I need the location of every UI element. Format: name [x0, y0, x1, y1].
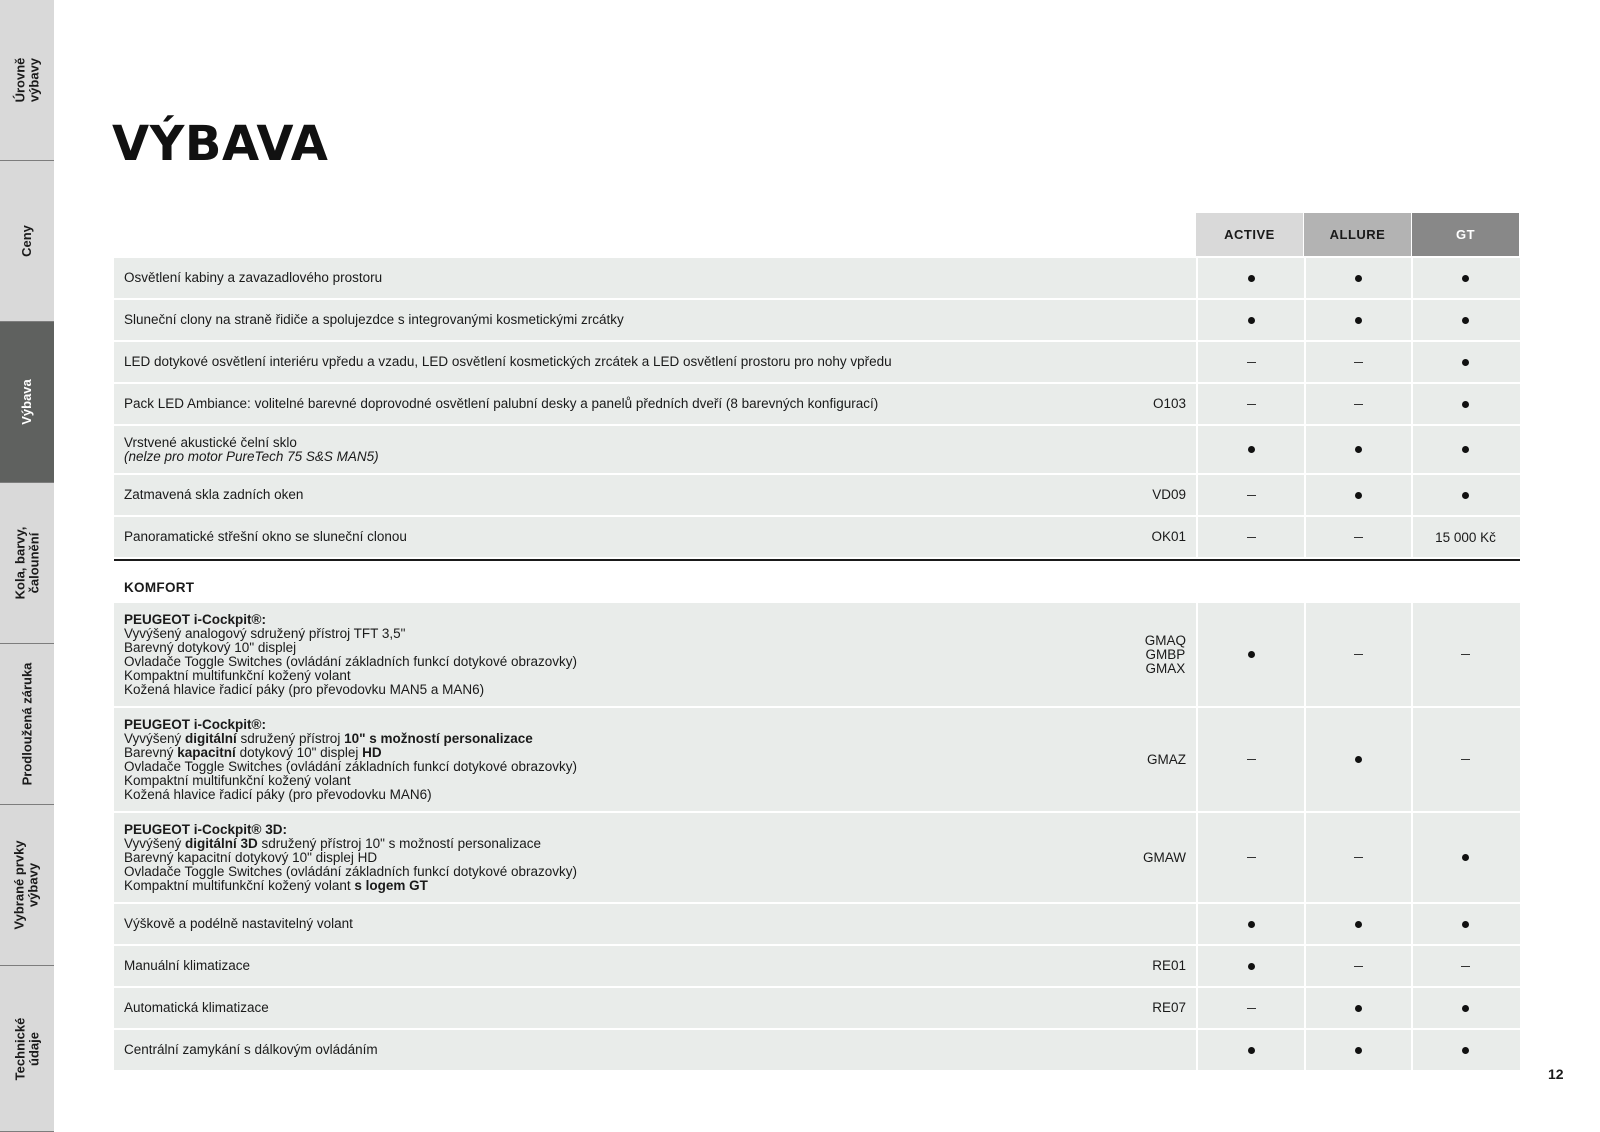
row-description: Výškově a podélně nastavitelný volant	[124, 916, 353, 931]
dash-icon	[1247, 495, 1256, 496]
bullet-icon	[1462, 401, 1469, 408]
page-number: 12	[1548, 1066, 1564, 1082]
option-code: VD09	[1152, 487, 1186, 502]
bullet-icon	[1355, 1047, 1362, 1054]
value-gt	[1411, 904, 1518, 944]
bullet-icon	[1355, 446, 1362, 453]
option-code: RE07	[1152, 1000, 1186, 1015]
value-gt	[1411, 258, 1518, 298]
bullet-icon	[1248, 963, 1255, 970]
table-row	[114, 426, 1520, 475]
value-active	[1196, 517, 1304, 557]
dash-icon	[1247, 857, 1256, 858]
row-description: Automatická klimatizace	[124, 1000, 269, 1015]
bullet-icon	[1248, 921, 1255, 928]
bullet-icon	[1248, 1047, 1255, 1054]
value-gt	[1411, 946, 1518, 986]
value-gt	[1411, 603, 1518, 706]
bullet-icon	[1462, 317, 1469, 324]
value-allure	[1304, 342, 1411, 382]
table-row	[114, 603, 1520, 708]
value-gt	[1411, 384, 1518, 424]
dash-icon	[1247, 537, 1256, 538]
value-allure	[1304, 813, 1411, 902]
bullet-icon	[1248, 275, 1255, 282]
value-allure	[1304, 300, 1411, 340]
table-row	[114, 988, 1520, 1030]
value-allure	[1304, 988, 1411, 1028]
dash-icon	[1461, 966, 1470, 967]
sidebar-tab-label: Prodloužená záruka	[19, 662, 34, 786]
dash-icon	[1247, 1008, 1256, 1009]
table-row	[114, 475, 1520, 517]
lighting-rows	[114, 258, 1520, 559]
bullet-icon	[1462, 854, 1469, 861]
value-gt	[1411, 475, 1518, 515]
table-row	[114, 384, 1520, 426]
section-title-komfort: KOMFORT	[114, 561, 1520, 603]
value-allure	[1304, 603, 1411, 706]
value-active	[1196, 300, 1304, 340]
sidebar-tab-label: Výbava	[18, 379, 34, 425]
value-active	[1196, 1030, 1304, 1070]
row-note: (nelze pro motor PureTech 75 S&S MAN5)	[124, 448, 379, 464]
dash-icon	[1354, 654, 1363, 655]
dash-icon	[1354, 857, 1363, 858]
bullet-icon	[1355, 317, 1362, 324]
sidebar-tab-label: Technické údaje	[12, 1017, 41, 1080]
value-allure	[1304, 517, 1411, 557]
value-gt	[1411, 708, 1518, 811]
value-gt	[1411, 426, 1518, 473]
sidebar-tab-ceny[interactable]	[0, 161, 54, 322]
sidebar	[0, 0, 54, 1132]
row-description: Osvětlení kabiny a zavazadlového prostoru	[124, 270, 383, 285]
option-code: OK01	[1151, 529, 1186, 544]
komfort-rows	[114, 904, 1520, 1072]
dash-icon	[1461, 759, 1470, 760]
sidebar-tab-prodlouzena-zaruka[interactable]	[0, 644, 54, 805]
row-description: Zatmavená skla zadních oken	[124, 487, 304, 502]
value-active	[1196, 258, 1304, 298]
table-row	[114, 708, 1520, 813]
value-allure	[1304, 904, 1411, 944]
value-allure	[1304, 1030, 1411, 1070]
row-description: LED dotykové osvětlení interiéru vpředu a vzadu, LED osvětlení kosmetických zrcátek a LED osvětlení prostoru pro nohy vpředu	[124, 354, 892, 369]
page-title: VÝBAVA	[112, 116, 329, 172]
row-description: Sluneční clony na straně řidiče a spolujezdce s integrovanými kosmetickými zrcátky	[124, 312, 624, 327]
column-header-allure: ALLURE	[1304, 213, 1411, 256]
sidebar-tab-label: Úrovně výbavy	[11, 57, 41, 103]
table-row	[114, 300, 1520, 342]
value-gt	[1411, 517, 1518, 557]
dash-icon	[1354, 966, 1363, 967]
sidebar-tab-vybrane-prvky[interactable]	[0, 805, 54, 966]
sidebar-tab-label: Vybrané prvky výbavy	[12, 840, 41, 930]
dash-icon	[1247, 362, 1256, 363]
sidebar-tab-label: Ceny	[18, 225, 34, 257]
bullet-icon	[1462, 921, 1469, 928]
row-description: PEUGEOT i-Cockpit® 3D: Vyvýšený digitální 3D sdružený přístroj 10" s možností personalizace Barevný kapacitní dotykový 10" displej HD Ovladače Toggle Switches (ovládání základních funkcí dotykové obrazovky) Kompaktní multifunkční kožený volant s logem GT	[124, 821, 577, 893]
row-description: Vrstvené akustické čelní sklo (nelze pro motor PureTech 75 S&S MAN5)	[114, 426, 1196, 473]
column-header-active: ACTIVE	[1196, 213, 1303, 256]
table-row	[114, 342, 1520, 384]
table-row	[114, 1030, 1520, 1072]
sidebar-tab-vybava[interactable]	[0, 322, 54, 483]
column-header-gt: GT	[1412, 213, 1519, 256]
value-gt	[1411, 1030, 1518, 1070]
value-active	[1196, 426, 1304, 473]
row-description: Centrální zamykání s dálkovým ovládáním	[124, 1042, 378, 1057]
value-active	[1196, 988, 1304, 1028]
value-active	[1196, 475, 1304, 515]
dash-icon	[1247, 759, 1256, 760]
price-value: 15 000 Kč	[1435, 529, 1496, 545]
table-row	[114, 813, 1520, 904]
dash-icon	[1354, 404, 1363, 405]
bullet-icon	[1355, 921, 1362, 928]
value-allure	[1304, 946, 1411, 986]
bullet-icon	[1355, 492, 1362, 499]
value-gt	[1411, 813, 1518, 902]
bullet-icon	[1462, 359, 1469, 366]
value-active	[1196, 708, 1304, 811]
value-active	[1196, 603, 1304, 706]
row-description: PEUGEOT i-Cockpit®: Vyvýšený analogový sdružený přístroj TFT 3,5" Barevný dotykový 10" displej Ovladače Toggle Switches (ovládání základních funkcí dotykové obrazovky) Kompaktní multifunkční kožený volant Kožená hlavice řadicí páky (pro převodovku MAN5 a MAN6)	[124, 611, 577, 697]
value-allure	[1304, 258, 1411, 298]
value-allure	[1304, 426, 1411, 473]
row-description: Pack LED Ambiance: volitelné barevné doprovodné osvětlení palubní desky a panelů předních dveří (8 barevných konfigurací)	[124, 396, 879, 411]
bullet-icon	[1462, 275, 1469, 282]
sidebar-tab-kola-barvy[interactable]	[0, 483, 54, 644]
bullet-icon	[1355, 275, 1362, 282]
bullet-icon	[1355, 756, 1362, 763]
value-gt	[1411, 988, 1518, 1028]
row-description: Manuální klimatizace	[124, 958, 251, 973]
value-allure	[1304, 384, 1411, 424]
value-active	[1196, 342, 1304, 382]
option-code: GMAW	[1143, 849, 1186, 865]
option-code: GMAZ	[1147, 751, 1186, 767]
option-code: GMAQ GMBP GMAX	[1144, 632, 1186, 676]
option-code: RE01	[1152, 958, 1186, 973]
value-gt	[1411, 342, 1518, 382]
sidebar-tab-urovne-vybavy[interactable]	[0, 0, 54, 161]
bullet-icon	[1462, 1047, 1469, 1054]
table-row	[114, 517, 1520, 559]
table-row	[114, 946, 1520, 988]
value-active	[1196, 813, 1304, 902]
value-active	[1196, 904, 1304, 944]
value-active	[1196, 384, 1304, 424]
dash-icon	[1461, 654, 1470, 655]
dash-icon	[1247, 404, 1256, 405]
equipment-table	[114, 258, 1520, 1072]
value-allure	[1304, 475, 1411, 515]
bullet-icon	[1355, 1005, 1362, 1012]
bullet-icon	[1462, 446, 1469, 453]
table-row	[114, 904, 1520, 946]
bullet-icon	[1462, 1005, 1469, 1012]
sidebar-tab-technicke-udaje[interactable]	[0, 966, 54, 1132]
value-gt	[1411, 300, 1518, 340]
dash-icon	[1354, 362, 1363, 363]
dash-icon	[1354, 537, 1363, 538]
sidebar-tab-label: Kola, barvy, čalounění	[12, 526, 42, 600]
value-allure	[1304, 708, 1411, 811]
bullet-icon	[1248, 446, 1255, 453]
bullet-icon	[1248, 651, 1255, 658]
row-description: PEUGEOT i-Cockpit®: Vyvýšený digitální sdružený přístroj 10" s možností personalizace Barevný kapacitní dotykový 10" displej HD Ovladače Toggle Switches (ovládání základních funkcí dotykové obrazovky) Kompaktní multifunkční kožený volant Kožená hlavice řadicí páky (pro převodovku MAN6)	[124, 716, 577, 802]
value-active	[1196, 946, 1304, 986]
row-description: Panoramatické střešní okno se sluneční clonou	[124, 529, 407, 544]
table-row	[114, 258, 1520, 300]
bullet-icon	[1462, 492, 1469, 499]
option-code: O103	[1152, 396, 1186, 411]
bullet-icon	[1248, 317, 1255, 324]
